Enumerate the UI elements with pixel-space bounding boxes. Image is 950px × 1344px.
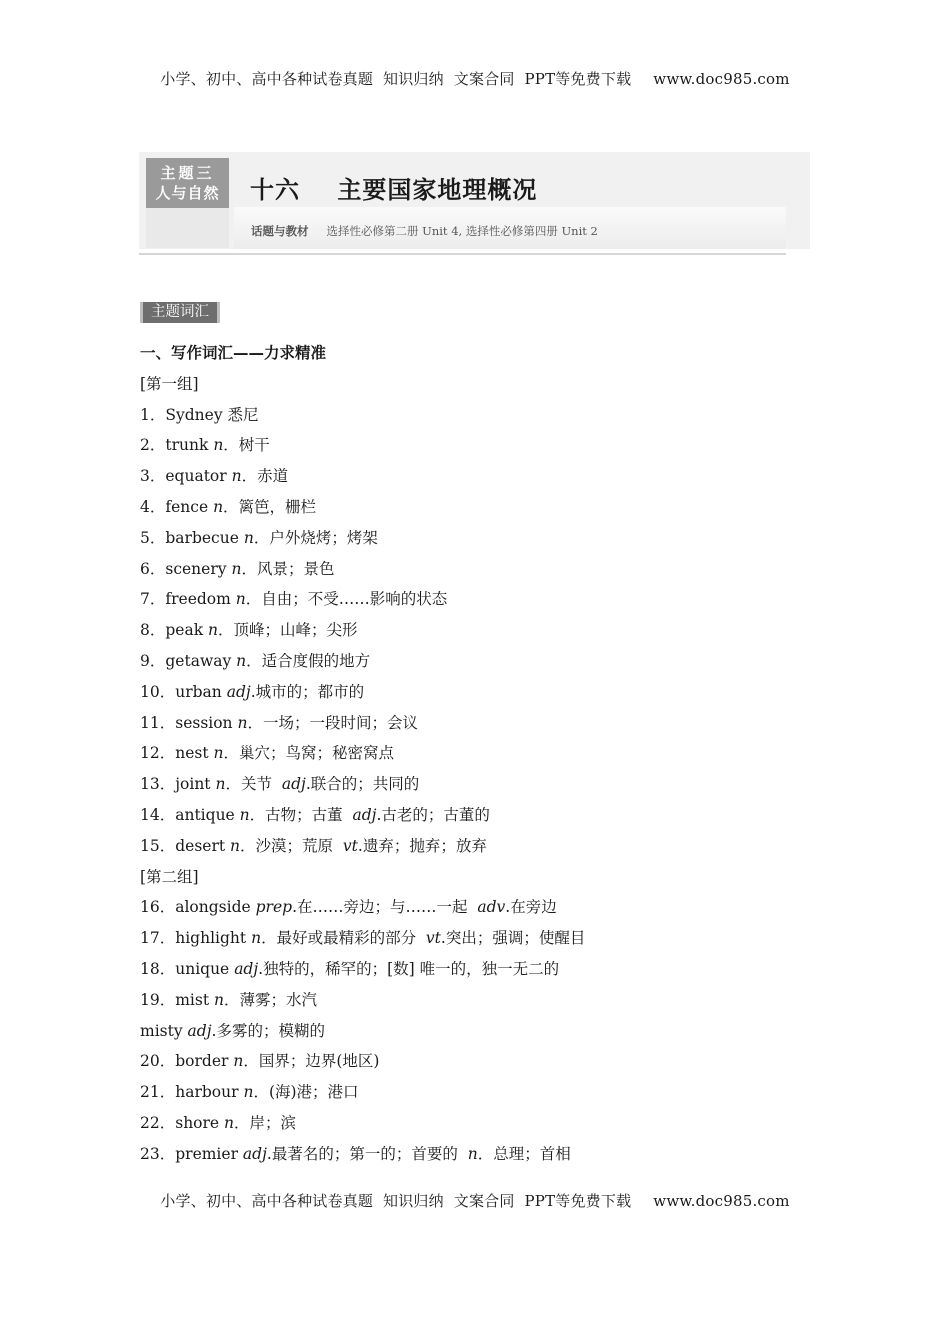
entry-word: getaway	[165, 651, 232, 670]
entry-part-of-speech-2: vt	[425, 929, 441, 948]
topic-textbook-text: 选择性必修第二册 Unit 4, 选择性必修第四册 Unit 2	[326, 224, 598, 238]
entry-part-of-speech: n	[243, 528, 254, 547]
vocab-entry	[140, 954, 820, 985]
topic-textbook-label: 话题与教材	[251, 224, 309, 238]
entry-number: 13．	[140, 775, 176, 794]
entry-part-of-speech: adj	[234, 959, 259, 978]
entry-number: 4．	[140, 497, 166, 516]
entry-word: Sydney	[165, 405, 223, 424]
entry-meaning: ．(海)港；港口	[253, 1083, 359, 1102]
vocab-entry	[140, 400, 820, 431]
vocab-entry	[140, 554, 820, 585]
entry-number: 1．	[140, 405, 166, 424]
entry-word: unique	[175, 959, 230, 978]
vocab-entry	[140, 430, 820, 461]
entry-number: 3．	[140, 467, 166, 486]
entry-part-of-speech-2: adj	[352, 805, 377, 824]
entry-meaning: ．巢穴；鸟窝；秘密窝点	[223, 744, 395, 763]
vocab-entry	[140, 800, 820, 831]
entry-part-of-speech: n	[237, 713, 248, 732]
vocab-entry	[140, 738, 820, 769]
entry-number: 10．	[140, 682, 176, 701]
entry-word: equator	[165, 467, 227, 486]
vocab-entry	[140, 892, 820, 923]
entry-number: 21．	[140, 1083, 176, 1102]
entry-part-of-speech: n	[243, 1083, 254, 1102]
entry-meaning: .最著名的；第一的；首要的	[266, 1144, 468, 1163]
entry-meaning: ．古物；古董	[249, 805, 353, 824]
entry-part-of-speech: n	[235, 590, 246, 609]
entry-part-of-speech: n	[231, 467, 242, 486]
entry-word: urban	[175, 682, 222, 701]
vocab-entry	[140, 831, 820, 862]
theme-badge-line2: 人与自然	[155, 184, 220, 202]
vocab-entry	[140, 985, 820, 1016]
entry-meaning: ．顶峰；山峰；尖形	[218, 621, 358, 640]
entry-part-of-speech: n	[213, 497, 224, 516]
page-header	[0, 68, 950, 89]
entry-meaning: ．风景；景色	[241, 559, 335, 578]
entry-word: fence	[165, 497, 209, 516]
entry-part-of-speech: n	[251, 929, 262, 948]
entry-meaning: ．赤道	[241, 467, 289, 486]
entry-meaning: ．树干	[223, 436, 270, 455]
entry-part-of-speech: n	[214, 990, 224, 1009]
entry-word: desert	[175, 836, 226, 855]
entry-meaning: .独特的，稀罕的；[数] 唯一的，独一无二的	[258, 959, 560, 978]
entry-meaning: 悉尼	[227, 405, 259, 424]
entry-meaning: ．岸；滨	[234, 1113, 297, 1132]
group-label: [第二组]	[140, 867, 199, 886]
entry-word: barbecue	[165, 528, 239, 547]
entry-part-of-speech-2: adv	[477, 898, 506, 917]
entry-word: session	[175, 713, 233, 732]
entry-number: 2．	[140, 436, 166, 455]
vocab-entry	[140, 677, 820, 708]
entry-number: 7．	[140, 590, 166, 609]
vocab-entry	[140, 523, 820, 554]
entry-part-of-speech: n	[224, 1113, 235, 1132]
vocab-entry	[140, 769, 820, 800]
section-heading: 一、写作词汇——力求精准	[140, 344, 327, 362]
entry-part-of-speech-2: adj	[281, 775, 306, 794]
entry-number: 9．	[140, 651, 166, 670]
entry-number: 22．	[140, 1113, 176, 1132]
vocab-entry	[140, 584, 820, 615]
entry-word: scenery	[165, 559, 227, 578]
entry-meaning: .城市的；都市的	[250, 682, 365, 701]
entry-meaning: ．篱笆，栅栏	[223, 497, 317, 516]
theme-badge	[146, 158, 229, 248]
entry-part-of-speech: n	[213, 744, 224, 763]
entry-part-of-speech: n	[208, 621, 219, 640]
entry-number: 6．	[140, 559, 166, 578]
entry-number: 20．	[140, 1052, 176, 1071]
entry-part-of-speech-2: vt	[342, 836, 358, 855]
entry-part-of-speech: n	[213, 436, 224, 455]
entry-word: premier	[175, 1144, 238, 1163]
entry-word: trunk	[165, 436, 209, 455]
entry-part-of-speech: n	[236, 651, 247, 670]
entry-meaning: ．沙漠；荒原	[240, 836, 343, 855]
vocab-entry	[140, 1108, 820, 1139]
entry-word: shore	[175, 1113, 220, 1132]
vocab-entry	[140, 615, 820, 646]
vocab-entry	[140, 708, 820, 739]
entry-word: highlight	[175, 929, 247, 948]
entry-meaning-2: .古老的；古董的	[376, 805, 490, 824]
entry-number: 5．	[140, 528, 166, 547]
vocab-entry	[140, 923, 820, 954]
vocab-entry	[140, 492, 820, 523]
entry-meaning-2: .突出；强调；使醒目	[440, 929, 586, 948]
entry-word: joint	[175, 775, 211, 794]
entry-meaning: ．自由；不受……影响的状态	[245, 590, 448, 609]
entry-meaning: ．适合度假的地方	[246, 651, 371, 670]
entry-meaning: ．关节	[225, 775, 282, 794]
entry-part-of-speech: adj	[242, 1144, 267, 1163]
entry-number: 8．	[140, 621, 166, 640]
entry-meaning-2: ．总理；首相	[477, 1144, 571, 1163]
entry-meaning: ．国界；边界(地区)	[243, 1052, 380, 1071]
entry-part-of-speech: n	[239, 805, 250, 824]
vocab-entry	[140, 1139, 820, 1170]
entry-number: 16．	[140, 898, 176, 917]
entry-number: 23．	[140, 1144, 176, 1163]
vocab-entry	[140, 1077, 820, 1108]
entry-meaning: ．最好或最精彩的部分	[261, 929, 426, 948]
chapter-title: 十六 主要国家地理概况	[250, 176, 538, 204]
theme-badge-line1: 主题三	[160, 164, 215, 182]
topic-textbook-line	[251, 223, 598, 239]
header-url[interactable]: www.doc985.com	[653, 70, 790, 88]
footer-text: 小学、初中、高中各种试卷真题 知识归纳 文案合同 PPT等免费下载	[160, 1192, 632, 1210]
vocabulary-list	[140, 369, 820, 1170]
entry-meaning: .多雾的；模糊的	[211, 1021, 325, 1040]
entry-meaning: ．薄雾；水汽	[224, 990, 318, 1009]
entry-number: 19．	[140, 990, 176, 1009]
vocab-entry	[140, 646, 820, 677]
entry-part-of-speech-2: n	[467, 1144, 478, 1163]
entry-number: 14．	[140, 805, 176, 824]
entry-word: mist	[175, 990, 210, 1009]
entry-word: freedom	[165, 590, 231, 609]
vocab-entry	[140, 461, 820, 492]
header-text: 小学、初中、高中各种试卷真题 知识归纳 文案合同 PPT等免费下载	[160, 70, 632, 88]
group-label: [第一组]	[140, 374, 199, 393]
entry-number: 11．	[140, 713, 176, 732]
entry-word: border	[175, 1052, 229, 1071]
entry-word: alongside	[175, 898, 251, 917]
entry-word: nest	[175, 744, 209, 763]
entry-part-of-speech: adj	[226, 682, 251, 701]
entry-word: misty	[140, 1021, 183, 1040]
entry-word: peak	[165, 621, 204, 640]
vocab-entry	[140, 1016, 820, 1047]
entry-number: 15．	[140, 836, 176, 855]
entry-part-of-speech: prep	[255, 898, 293, 917]
banner-divider	[139, 253, 786, 255]
entry-word: antique	[175, 805, 235, 824]
entry-part-of-speech: n	[230, 836, 241, 855]
entry-meaning: ．一场；一段时间；会议	[247, 713, 418, 732]
entry-number: 12．	[140, 744, 176, 763]
entry-part-of-speech: n	[231, 559, 242, 578]
entry-part-of-speech: n	[233, 1052, 244, 1071]
page-footer	[0, 1190, 950, 1211]
entry-number: 18．	[140, 959, 176, 978]
entry-part-of-speech: n	[215, 775, 226, 794]
entry-number: 17．	[140, 929, 176, 948]
footer-url[interactable]: www.doc985.com	[653, 1192, 790, 1210]
vocab-entry	[140, 1046, 820, 1077]
entry-meaning-2: .在旁边	[505, 898, 557, 917]
section-tag: 主题词汇	[140, 302, 220, 323]
entry-meaning: .在……旁边；与……一起	[292, 898, 478, 917]
entry-part-of-speech: adj	[187, 1021, 212, 1040]
entry-meaning-2: .遗弃；抛弃；放弃	[357, 836, 487, 855]
entry-word: harbour	[175, 1083, 239, 1102]
entry-meaning-2: .联合的；共同的	[305, 775, 420, 794]
vocabulary-content	[140, 338, 820, 1170]
entry-meaning: ．户外烧烤；烤架	[253, 528, 378, 547]
